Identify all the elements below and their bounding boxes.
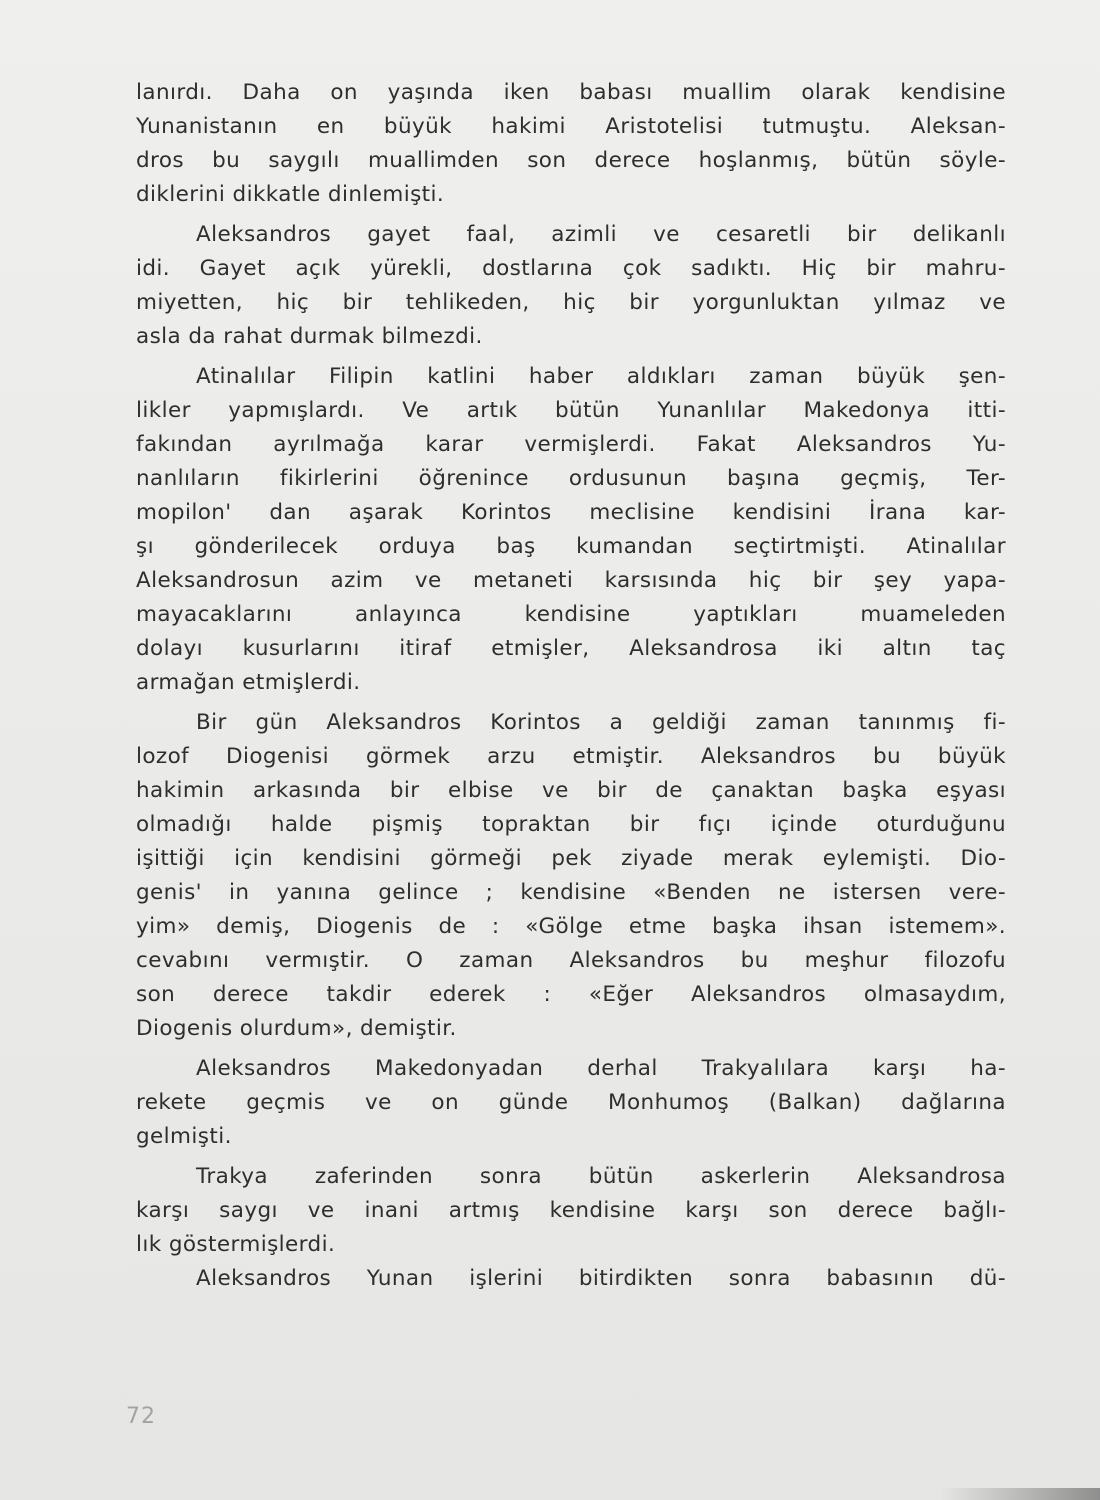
text-line: lanırdı. Daha on yaşında iken babası muallim olarak kendisine	[136, 80, 1006, 105]
text-line: Aleksandros Makedonyadan derhal Trakyalılara karşı ha-	[196, 1056, 1006, 1081]
text-line: yim» demiş, Diogenis de : «Gölge etme başka ihsan istemem».	[136, 914, 1006, 939]
text-line: rekete geçmis ve on günde Monhumoş (Balkan) dağlarına	[136, 1090, 1006, 1115]
paragraph-2	[136, 218, 1006, 354]
text-line: cevabını vermıştir. O zaman Aleksandros bu meşhur filozofu	[136, 948, 1006, 973]
text-line: idi. Gayet açık yürekli, dostlarına çok sadıktı. Hiç bir mahru-	[136, 256, 1006, 281]
text-line: Bir gün Aleksandros Korintos a geldiği zaman tanınmış fi-	[196, 710, 1006, 735]
text-line: son derece takdir ederek : «Eğer Aleksandros olmasaydım,	[136, 982, 1006, 1007]
text-line: miyetten, hiç bir tehlikeden, hiç bir yorgunluktan yılmaz ve	[136, 290, 1006, 315]
text-line: lık göstermişlerdi.	[136, 1232, 336, 1257]
page-edge-shadow	[940, 1488, 1100, 1500]
page-number: 72	[126, 1404, 156, 1429]
paragraph-1	[136, 76, 1006, 212]
text-line: diklerini dikkatle dinlemişti.	[136, 182, 445, 207]
body-text	[136, 76, 1006, 1296]
paragraph-7	[136, 1262, 1006, 1296]
paragraph-5	[136, 1052, 1006, 1154]
paragraph-6	[136, 1160, 1006, 1262]
text-line: genis' in yanına gelince ; kendisine «Benden ne istersen vere-	[136, 880, 1006, 905]
text-line: asla da rahat durmak bilmezdi.	[136, 324, 483, 349]
text-line: likler yapmışlardı. Ve artık bütün Yunanlılar Makedonya itti-	[136, 398, 1006, 423]
text-line: Yunanistanın en büyük hakimi Aristotelisi tutmuştu. Aleksan-	[136, 114, 1006, 139]
text-line: Aleksandrosun azim ve metaneti karsısında hiç bir şey yapa-	[136, 568, 1006, 593]
text-line: Aleksandros gayet faal, azimli ve cesaretli bir delikanlı	[196, 222, 1006, 247]
text-line: işittiği için kendisini görmeği pek ziyade merak eylemişti. Dio-	[136, 846, 1006, 871]
text-line: şı gönderilecek orduya baş kumandan seçtirtmişti. Atinalılar	[136, 534, 1006, 559]
text-line: lozof Diogenisi görmek arzu etmiştir. Aleksandros bu büyük	[136, 744, 1006, 769]
text-line: gelmişti.	[136, 1124, 232, 1149]
text-line: dros bu saygılı muallimden son derece hoşlanmış, bütün söyle-	[136, 148, 1006, 173]
text-line: Atinalılar Filipin katlini haber aldıkları zaman büyük şen-	[196, 364, 1006, 389]
text-line: olmadığı halde pişmiş topraktan bir fıçı içinde oturduğunu	[136, 812, 1006, 837]
paragraph-3	[136, 360, 1006, 700]
text-line: dolayı kusurlarını itiraf etmişler, Aleksandrosa iki altın taç	[136, 636, 1006, 661]
text-line: mopilon' dan aşarak Korintos meclisine kendisini İrana kar-	[136, 500, 1006, 525]
text-line: fakından ayrılmağa karar vermişlerdi. Fakat Aleksandros Yu-	[136, 432, 1006, 457]
text-line: Trakya zaferinden sonra bütün askerlerin Aleksandrosa	[196, 1164, 1006, 1189]
paragraph-4	[136, 706, 1006, 1046]
text-line: hakimin arkasında bir elbise ve bir de çanaktan başka eşyası	[136, 778, 1006, 803]
text-line: nanlıların fikirlerini öğrenince ordusunun başına geçmiş, Ter-	[136, 466, 1006, 491]
text-line: Diogenis olurdum», demiştir.	[136, 1016, 457, 1041]
text-line: karşı saygı ve inani artmış kendisine karşı son derece bağlı-	[136, 1198, 1006, 1223]
text-line: armağan etmişlerdi.	[136, 670, 361, 695]
text-line: Aleksandros Yunan işlerini bitirdikten sonra babasının dü-	[196, 1266, 1006, 1291]
text-line: mayacaklarını anlayınca kendisine yaptıkları muameleden	[136, 602, 1006, 627]
